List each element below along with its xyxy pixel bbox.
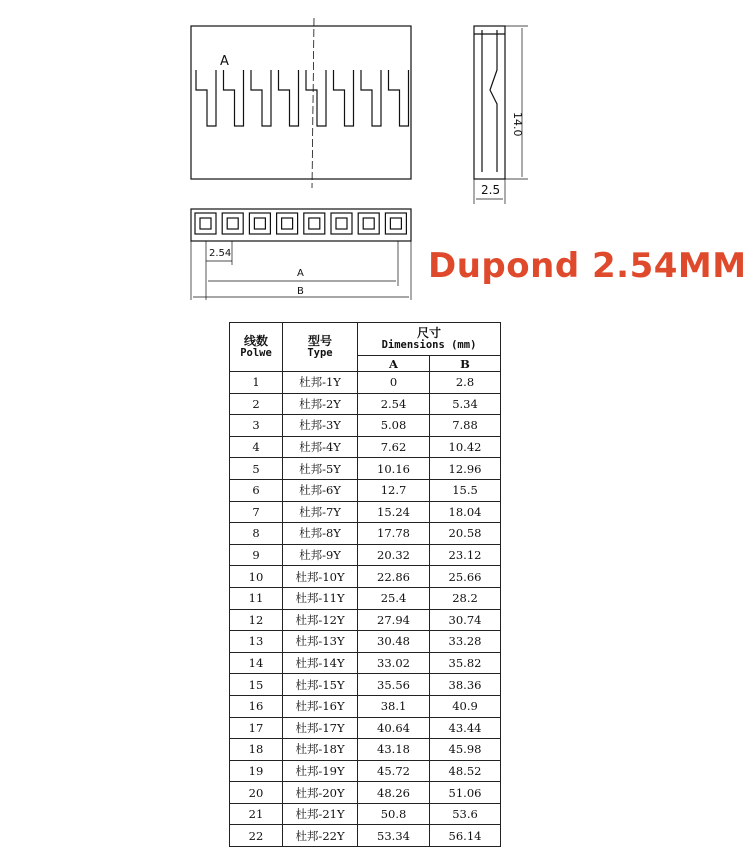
table-row (230, 739, 501, 761)
cell-type: 杜邦-14Y (283, 652, 358, 674)
header-type-en: Type (307, 347, 333, 359)
bottom-cell (195, 213, 216, 234)
table-row (230, 436, 501, 458)
front-slot (361, 70, 381, 126)
cell-type: 杜邦-2Y (283, 393, 358, 415)
table-row (230, 479, 501, 501)
cell-polwe: 20 (230, 782, 283, 804)
pitch-label: 2.54 (209, 248, 232, 259)
table-row (230, 501, 501, 523)
cell-type: 杜邦-7Y (283, 501, 358, 523)
b-dim-label: B (297, 286, 304, 297)
cell-b: 7.88 (430, 415, 501, 437)
cell-polwe: 11 (230, 587, 283, 609)
bottom-cell-hole (390, 218, 401, 229)
table-row (230, 695, 501, 717)
cell-type: 杜邦-20Y (283, 782, 358, 804)
table-row (230, 631, 501, 653)
cell-b: 5.34 (430, 393, 501, 415)
front-marker-label: A (220, 54, 229, 69)
cell-b: 45.98 (430, 739, 501, 761)
bottom-cell (385, 213, 406, 234)
cell-a: 25.4 (358, 587, 430, 609)
bottom-view-outline (191, 209, 411, 241)
header-polwe-cn: 线数 (243, 334, 268, 348)
table-row (230, 717, 501, 739)
side-width-label: 2.5 (481, 183, 501, 197)
front-view-slots (196, 70, 409, 126)
cell-polwe: 18 (230, 739, 283, 761)
cell-polwe: 9 (230, 544, 283, 566)
bottom-cell (249, 213, 270, 234)
cell-b: 51.06 (430, 782, 501, 804)
table-row (230, 587, 501, 609)
cell-a: 10.16 (358, 458, 430, 480)
cell-a: 22.86 (358, 566, 430, 588)
table-row (230, 523, 501, 545)
cell-a: 53.34 (358, 825, 430, 847)
cell-polwe: 8 (230, 523, 283, 545)
cell-b: 43.44 (430, 717, 501, 739)
cell-polwe: 15 (230, 674, 283, 696)
cell-a: 20.32 (358, 544, 430, 566)
cell-polwe: 10 (230, 566, 283, 588)
cell-polwe: 14 (230, 652, 283, 674)
bottom-cell (277, 213, 298, 234)
cell-type: 杜邦-6Y (283, 479, 358, 501)
cell-b: 38.36 (430, 674, 501, 696)
centerline (312, 18, 314, 188)
cell-a: 7.62 (358, 436, 430, 458)
cell-type: 杜邦-18Y (283, 739, 358, 761)
cell-a: 30.48 (358, 631, 430, 653)
table-body (230, 372, 501, 847)
cell-b: 33.28 (430, 631, 501, 653)
cell-b: 48.52 (430, 760, 501, 782)
cell-type: 杜邦-12Y (283, 609, 358, 631)
cell-a: 0 (358, 372, 430, 394)
cell-polwe: 4 (230, 436, 283, 458)
cell-b: 18.04 (430, 501, 501, 523)
cell-polwe: 1 (230, 372, 283, 394)
cell-type: 杜邦-13Y (283, 631, 358, 653)
side-view-contact (482, 30, 497, 172)
front-slot (306, 70, 326, 126)
cell-type: 杜邦-8Y (283, 523, 358, 545)
dimensions-table (229, 322, 501, 847)
table-row (230, 458, 501, 480)
cell-b: 12.96 (430, 458, 501, 480)
cell-a: 2.54 (358, 393, 430, 415)
header-dims-cn: 尺寸 (416, 326, 441, 340)
side-view-outline (474, 26, 505, 179)
cell-b: 40.9 (430, 695, 501, 717)
cell-a: 48.26 (358, 782, 430, 804)
cell-b: 20.58 (430, 523, 501, 545)
bottom-view-cells (195, 213, 406, 234)
header-type-cn: 型号 (307, 334, 332, 348)
table-row (230, 372, 501, 394)
cell-polwe: 2 (230, 393, 283, 415)
header-col-b: B (430, 356, 501, 372)
table-row (230, 415, 501, 437)
bottom-cell (304, 213, 325, 234)
table-row (230, 674, 501, 696)
cell-type: 杜邦-17Y (283, 717, 358, 739)
cell-b: 30.74 (430, 609, 501, 631)
cell-polwe: 21 (230, 803, 283, 825)
table-row (230, 825, 501, 847)
cell-b: 28.2 (430, 587, 501, 609)
table-row (230, 544, 501, 566)
cell-type: 杜邦-22Y (283, 825, 358, 847)
cell-type: 杜邦-10Y (283, 566, 358, 588)
a-dim-label: A (297, 268, 304, 279)
cell-a: 35.56 (358, 674, 430, 696)
cell-polwe: 3 (230, 415, 283, 437)
cell-b: 10.42 (430, 436, 501, 458)
front-slot (224, 70, 244, 126)
table-row (230, 760, 501, 782)
cell-polwe: 22 (230, 825, 283, 847)
cell-b: 56.14 (430, 825, 501, 847)
cell-type: 杜邦-15Y (283, 674, 358, 696)
cell-type: 杜邦-1Y (283, 372, 358, 394)
cell-a: 45.72 (358, 760, 430, 782)
table-row (230, 609, 501, 631)
cell-a: 12.7 (358, 479, 430, 501)
bottom-cell-hole (309, 218, 320, 229)
side-height-label: 14.0 (511, 112, 524, 137)
bottom-cell-hole (254, 218, 265, 229)
header-polwe-en: Polwe (240, 347, 272, 359)
cell-b: 53.6 (430, 803, 501, 825)
cell-type: 杜邦-21Y (283, 803, 358, 825)
front-slot (334, 70, 354, 126)
bottom-cell-hole (200, 218, 211, 229)
bottom-cell (358, 213, 379, 234)
table-row (230, 652, 501, 674)
table-header-row (230, 323, 501, 356)
header-col-a: A (358, 356, 430, 372)
bottom-cell-hole (363, 218, 374, 229)
cell-polwe: 17 (230, 717, 283, 739)
cell-polwe: 16 (230, 695, 283, 717)
front-slot (196, 70, 216, 126)
cell-a: 40.64 (358, 717, 430, 739)
cell-b: 2.8 (430, 372, 501, 394)
cell-a: 38.1 (358, 695, 430, 717)
header-dims-en: Dimensions (mm) (381, 339, 477, 351)
table-row (230, 782, 501, 804)
cell-a: 17.78 (358, 523, 430, 545)
cell-polwe: 7 (230, 501, 283, 523)
header-dimensions (358, 323, 501, 356)
front-view (191, 18, 411, 188)
cell-polwe: 6 (230, 479, 283, 501)
front-slot (279, 70, 299, 126)
cell-type: 杜邦-19Y (283, 760, 358, 782)
front-slot (389, 70, 409, 126)
header-polwe (230, 323, 283, 372)
page-title: Dupond 2.54MM (428, 246, 747, 286)
cell-a: 15.24 (358, 501, 430, 523)
cell-polwe: 12 (230, 609, 283, 631)
cell-a: 33.02 (358, 652, 430, 674)
bottom-cell-hole (336, 218, 347, 229)
front-slot (251, 70, 271, 126)
table-row (230, 803, 501, 825)
bottom-cell (222, 213, 243, 234)
cell-a: 43.18 (358, 739, 430, 761)
cell-polwe: 5 (230, 458, 283, 480)
cell-type: 杜邦-5Y (283, 458, 358, 480)
bottom-cell-hole (282, 218, 293, 229)
cell-type: 杜邦-3Y (283, 415, 358, 437)
cell-a: 5.08 (358, 415, 430, 437)
cell-polwe: 19 (230, 760, 283, 782)
cell-b: 25.66 (430, 566, 501, 588)
table-row (230, 566, 501, 588)
bottom-cell-hole (227, 218, 238, 229)
front-view-outline (191, 26, 411, 179)
cell-type: 杜邦-4Y (283, 436, 358, 458)
cell-b: 15.5 (430, 479, 501, 501)
cell-a: 50.8 (358, 803, 430, 825)
cell-polwe: 13 (230, 631, 283, 653)
header-type (283, 323, 358, 372)
cell-type: 杜邦-11Y (283, 587, 358, 609)
bottom-cell (331, 213, 352, 234)
cell-type: 杜邦-9Y (283, 544, 358, 566)
cell-b: 23.12 (430, 544, 501, 566)
cell-a: 27.94 (358, 609, 430, 631)
cell-type: 杜邦-16Y (283, 695, 358, 717)
table-row (230, 393, 501, 415)
cell-b: 35.82 (430, 652, 501, 674)
